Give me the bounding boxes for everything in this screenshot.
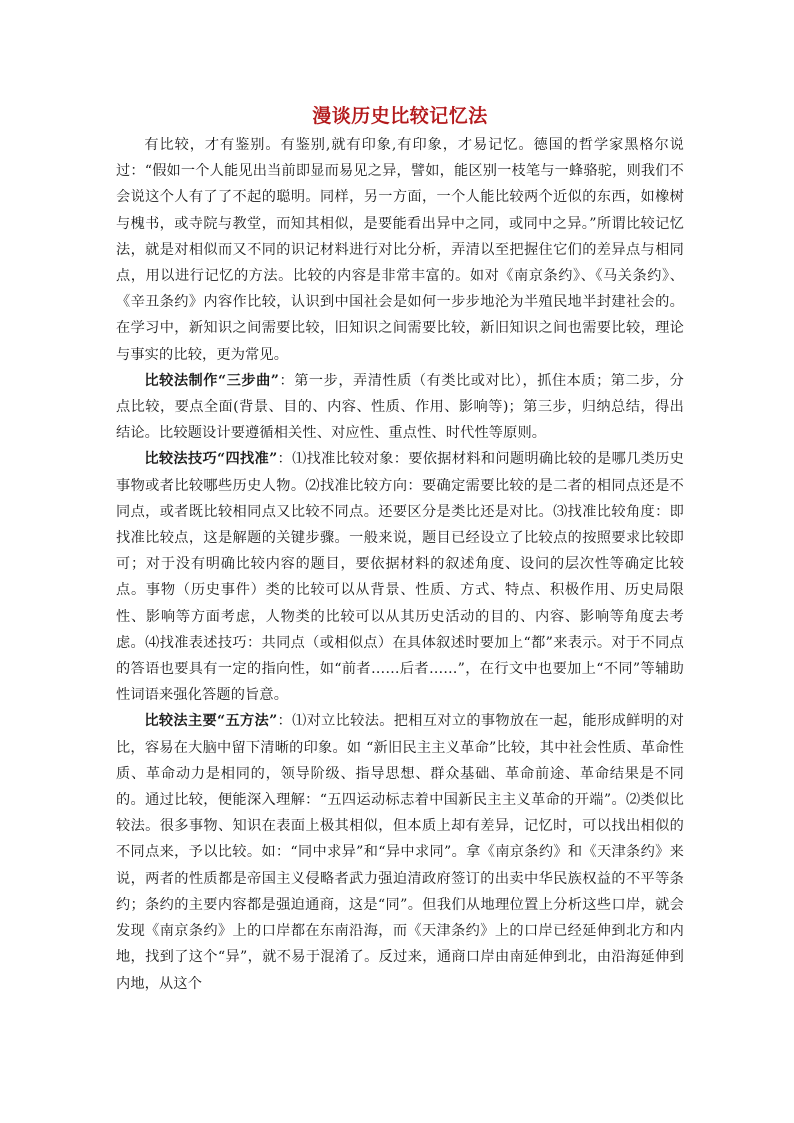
document-title: 漫谈历史比较记忆法 bbox=[312, 105, 488, 127]
paragraph-intro-text: 有比较，才有鉴别。有鉴别,就有印象,有印象，才易记忆。德国的哲学家黑格尔说过：“假如一个人能见出当前即显而易见之异，譬如，能区别一枝笔与一蜂骆驼，则我们不会说这个人有了了不起的聪明。同样，另一方面，一个人能比较两个近似的东西，如橡树与槐书，或寺院与教堂，而知其相似，是要能看出异中之同，或同中之异。”所谓比较记忆法，就是对相似而又不同的识记材料进行对比分析，弄清以至把握住它们的差异点与相同点，用以进行记忆的方法。比较的内容是非常丰富的。如对《南京条约》、《马关条约》、《辛丑条约》内容作比较，认识到中国社会是如何一步步地沦为半殖民地半封建社会的。在学习中，新知识之间需要比较，旧知识之间需要比较，新旧知识之间也需要比较，理论与事实的比较，更为常见。 bbox=[116, 137, 684, 363]
paragraph-four-targets-heading: 比较法技巧“四找准” bbox=[144, 451, 278, 468]
document-page bbox=[116, 102, 684, 997]
paragraph-intro bbox=[116, 132, 684, 368]
paragraph-five-methods-heading: 比较法主要“五方法” bbox=[144, 713, 278, 730]
paragraph-four-targets bbox=[116, 446, 684, 708]
paragraph-three-steps-text: ：第一步，弄清性质（有类比或对比），抓住本质；第二步，分点比较，要点全面(背景、目的、内容、性质、作用、影响等)；第三步，归纳总结，得出结论。比较题设计要遵循相关性、对应性、重点性、时代性等原则。 bbox=[116, 372, 684, 442]
paragraph-five-methods bbox=[116, 708, 684, 996]
paragraph-three-steps-heading: 比较法制作“三步曲” bbox=[144, 372, 280, 389]
paragraph-five-methods-text: ：⑴对立比较法。把相互对立的事物放在一起，能形成鲜明的对比，容易在大脑中留下清晰的印象。如 “新旧民主主义革命”比较，其中社会性质、革命性质、革命动力是相同的，领导阶级、指导思想、群众基础、革命前途、革命结果是不同的。通过比较，便能深入理解：“五四运动标志着中国新民主主义革命的开端”。⑵类似比较法。很多事物、知识在表面上极其相似，但本质上却有差异，记忆时，可以找出相似的不同点来，予以比较。如：“同中求异”和“异中求同”。拿《南京条约》和《天津条约》来说，两者的性质都是帝国主义侵略者武力强迫清政府签订的出卖中华民族权益的不平等条约；条约的主要内容都是强迫通商，这是“同”。但我们从地理位置上分析这些口岸，就会发现《南京条约》上的口岸都在东南沿海，而《天津条约》上的口岸已经延伸到北方和内地，找到了这个“异”，就不易于混淆了。反过来，通商口岸由南延伸到北，由沿海延伸到内地，从这个 bbox=[116, 713, 684, 992]
paragraph-four-targets-text: ：⑴找准比较对象：要依据材料和问题明确比较的是哪几类历史事物或者比较哪些历史人物。⑵找准比较方向：要确定需要比较的是二者的相同点还是不同点，或者既比较相同点又比较不同点。还要区分是类比还是对比。⑶找准比较角度：即找准比较点，这是解题的关键步骤。一般来说，题目已经设立了比较点的按照要求比较即可；对于没有明确比较内容的题目，要依据材料的叙述角度、设问的层次性等确定比较点。事物（历史事件）类的比较可以从背景、性质、方式、特点、积极作用、历史局限性、影响等方面考虑，人物类的比较可以从其历史活动的目的、内容、影响等角度去考虑。⑷找准表述技巧：共同点（或相似点）在具体叙述时要加上“都”来表示。对于不同点的答语也要具有一定的指向性，如“前者……后者……”，在行文中也要加上“不同”等辅助性词语来强化答题的旨意。 bbox=[116, 451, 684, 704]
paragraph-three-steps bbox=[116, 368, 684, 447]
